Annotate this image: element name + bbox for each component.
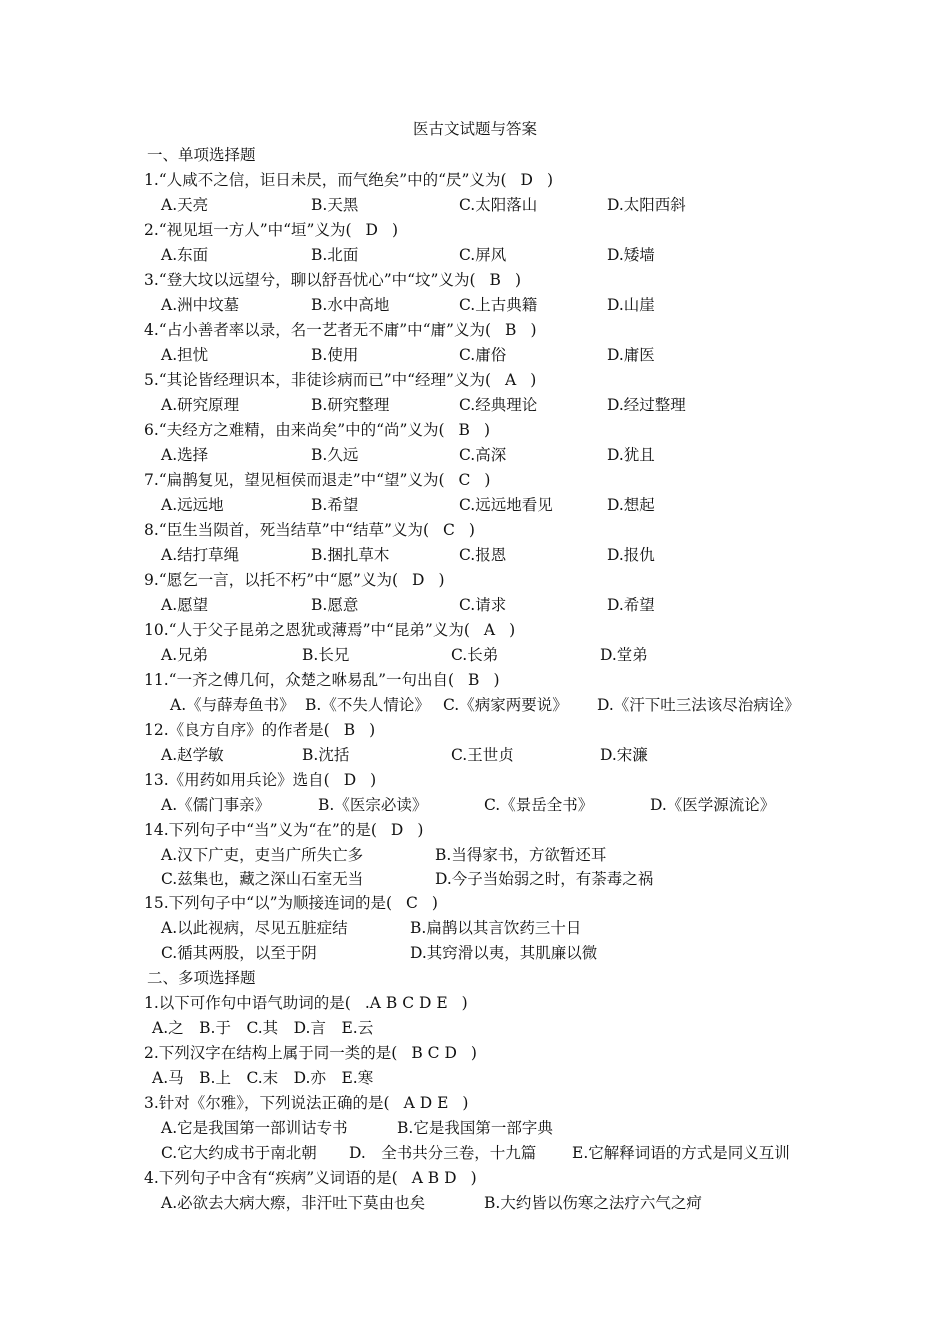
option: C.兹集也，藏之深山石室无当 <box>161 870 364 888</box>
option: D.堂弟 <box>600 646 648 664</box>
option: C.经典理论 <box>459 396 538 414</box>
option: A.天亮 <box>161 196 209 214</box>
option-line: A.马 B.上 C.末 D.亦 E.寒 <box>152 1069 374 1087</box>
option: D.想起 <box>607 496 655 514</box>
option: B.《不失人情论》 <box>305 696 430 714</box>
option: C.庸俗 <box>459 346 507 364</box>
answer: A B D <box>411 1169 457 1187</box>
option: A.兄弟 <box>161 646 209 664</box>
answer: C <box>443 521 455 539</box>
question-stem: 14.下列句子中“当”义为“在”的是( D ) <box>144 821 424 839</box>
option: B.水中高地 <box>311 296 390 314</box>
option: D.今子当始弱之时，有荼毒之祸 <box>435 870 654 888</box>
option: A.东面 <box>161 246 209 264</box>
option: B.久远 <box>311 446 359 464</box>
question-stem: 1.以下可作句中语气助词的是( .A B C D E ) <box>144 994 468 1012</box>
option: E.它解释词语的方式是同义互训 <box>572 1144 790 1162</box>
option: A.担忧 <box>161 346 209 364</box>
section-heading-single-choice: 一、单项选择题 <box>147 146 256 164</box>
question-stem: 2.“视见垣一方人”中“垣”义为( D ) <box>144 221 399 239</box>
answer: B <box>468 671 480 689</box>
option: D.《汗下吐三法该尽治病诠》 <box>597 696 800 714</box>
option: C.远远地看见 <box>459 496 553 514</box>
option: D. 全书共分三卷，十九篇 <box>349 1144 537 1162</box>
answer: .A B C D E <box>364 994 448 1012</box>
answer: B <box>458 421 470 439</box>
answer: C <box>406 894 418 912</box>
question-stem: 5.“其论皆经理识本，非徒诊病而已”中“经理”义为( A ) <box>144 371 537 389</box>
option: B.研究整理 <box>311 396 390 414</box>
question-stem: 2.下列汉字在结构上属于同一类的是( B C D ) <box>144 1044 477 1062</box>
answer: A <box>483 621 496 639</box>
question-stem: 9.“愿乞一言，以托不朽”中“愿”义为( D ) <box>144 571 445 589</box>
option: C.循其两股，以至于阴 <box>161 944 317 962</box>
option: A.《与薛寿鱼书》 <box>170 696 295 714</box>
option: A.《儒门事亲》 <box>161 796 271 814</box>
option: B.《医宗必读》 <box>318 796 428 814</box>
option: A.它是我国第一部训诂专书 <box>161 1119 348 1137</box>
option: B.它是我国第一部字典 <box>397 1119 553 1137</box>
option: C.它大约成书于南北朝 <box>161 1144 317 1162</box>
option: A.洲中坟墓 <box>161 296 240 314</box>
answer: B <box>343 721 356 739</box>
option: D.太阳西斜 <box>607 196 686 214</box>
option: A.汉下广吏，吏当广所失亡多 <box>161 846 364 864</box>
option: D.庸医 <box>607 346 655 364</box>
question-stem: 12.《良方自序》的作者是( B ) <box>144 721 376 739</box>
question-stem: 11.“一齐之傅几何，众楚之咻易乱”一句出自( B ) <box>144 671 500 689</box>
option: A.以此视病，尽见五脏症结 <box>161 919 348 937</box>
option: B.使用 <box>311 346 359 364</box>
document-title: 医古文试题与答案 <box>412 120 537 138</box>
question-stem: 7.“扁鹊复见，望见桓侯而退走”中“望”义为( C ) <box>144 471 491 489</box>
question-stem: 6.“夫经方之难精，由来尚矣”中的“尚”义为( B ) <box>144 421 490 439</box>
question-stem: 10.“人于父子昆弟之恩犹或薄焉”中“昆弟”义为( A ) <box>144 621 516 639</box>
option: D.犹且 <box>607 446 655 464</box>
option: D.山崖 <box>607 296 655 314</box>
option: B.当得家书，方欲暂还耳 <box>435 846 607 864</box>
answer: D <box>520 171 533 189</box>
option: B.希望 <box>311 496 359 514</box>
option: C.太阳落山 <box>459 196 538 214</box>
answer: B <box>505 321 517 339</box>
option: C.《景岳全书》 <box>484 796 594 814</box>
option: B.扁鹊以其言饮药三十日 <box>410 919 582 937</box>
option: C.报恩 <box>459 546 507 564</box>
option: D.其窍滑以夷，其肌廉以微 <box>410 944 598 962</box>
option: B.北面 <box>311 246 359 264</box>
option: B.捆扎草木 <box>311 546 390 564</box>
option: C.长弟 <box>451 646 499 664</box>
option: D.报仇 <box>607 546 655 564</box>
option: C.《病家两要说》 <box>443 696 568 714</box>
question-stem: 13.《用药如用兵论》选自( D ) <box>144 771 377 789</box>
answer: D <box>412 571 425 589</box>
answer: D <box>390 821 404 839</box>
option: C.王世贞 <box>451 746 514 764</box>
option: C.上古典籍 <box>459 296 538 314</box>
option: A.结打草绳 <box>161 546 240 564</box>
option: B.愿意 <box>311 596 359 614</box>
question-stem: 8.“臣生当陨首，死当结草”中“结草”义为( C ) <box>144 521 475 539</box>
option: D.《医学源流论》 <box>650 796 776 814</box>
option: B.天黑 <box>311 196 359 214</box>
question-stem: 3.针对《尔雅》，下列说法正确的是( A D E ) <box>144 1094 469 1112</box>
option: D.希望 <box>607 596 655 614</box>
answer: D <box>343 771 357 789</box>
answer: B <box>489 271 501 289</box>
option-line: A.之 B.于 C.其 D.言 E.云 <box>152 1019 374 1037</box>
section-heading-multiple-choice: 二、多项选择题 <box>147 969 256 987</box>
question-stem: 15.下列句子中“以”为顺接连词的是( C ) <box>144 894 438 912</box>
answer: A D E <box>403 1094 449 1112</box>
answer: D <box>365 221 378 239</box>
option: C.屏风 <box>459 246 507 264</box>
question-stem: 3.“登大坟以远望兮，聊以舒吾忧心”中“坟”义为( B ) <box>144 271 521 289</box>
option: B.沈括 <box>302 746 350 764</box>
option: C.请求 <box>459 596 507 614</box>
option: A.研究原理 <box>161 396 240 414</box>
option: B.长兄 <box>302 646 350 664</box>
answer: A <box>505 371 517 389</box>
option: A.愿望 <box>161 596 209 614</box>
option: D.经过整理 <box>607 396 686 414</box>
answer: C <box>458 471 471 489</box>
option: D.矮墙 <box>607 246 655 264</box>
option: A.赵学敏 <box>161 746 224 764</box>
option: B.大约皆以伤寒之法疗六气之疴 <box>484 1194 702 1212</box>
option: D.宋濂 <box>600 746 648 764</box>
option: A.远远地 <box>161 496 224 514</box>
question-stem: 1.“人咸不之信，讵日未昃，而气绝矣”中的“昃”义为( D ) <box>144 171 554 189</box>
option: A.必欲去大病大瘵，非汗吐下莫由也矣 <box>161 1194 426 1212</box>
answer: B C D <box>411 1044 457 1062</box>
question-stem: 4.下列句子中含有“疾病”义词语的是( A B D ) <box>144 1169 477 1187</box>
option: A.选择 <box>161 446 209 464</box>
option: C.高深 <box>459 446 507 464</box>
question-stem: 4.“占小善者率以录，名一艺者无不庸”中“庸”义为( B ) <box>144 321 537 339</box>
